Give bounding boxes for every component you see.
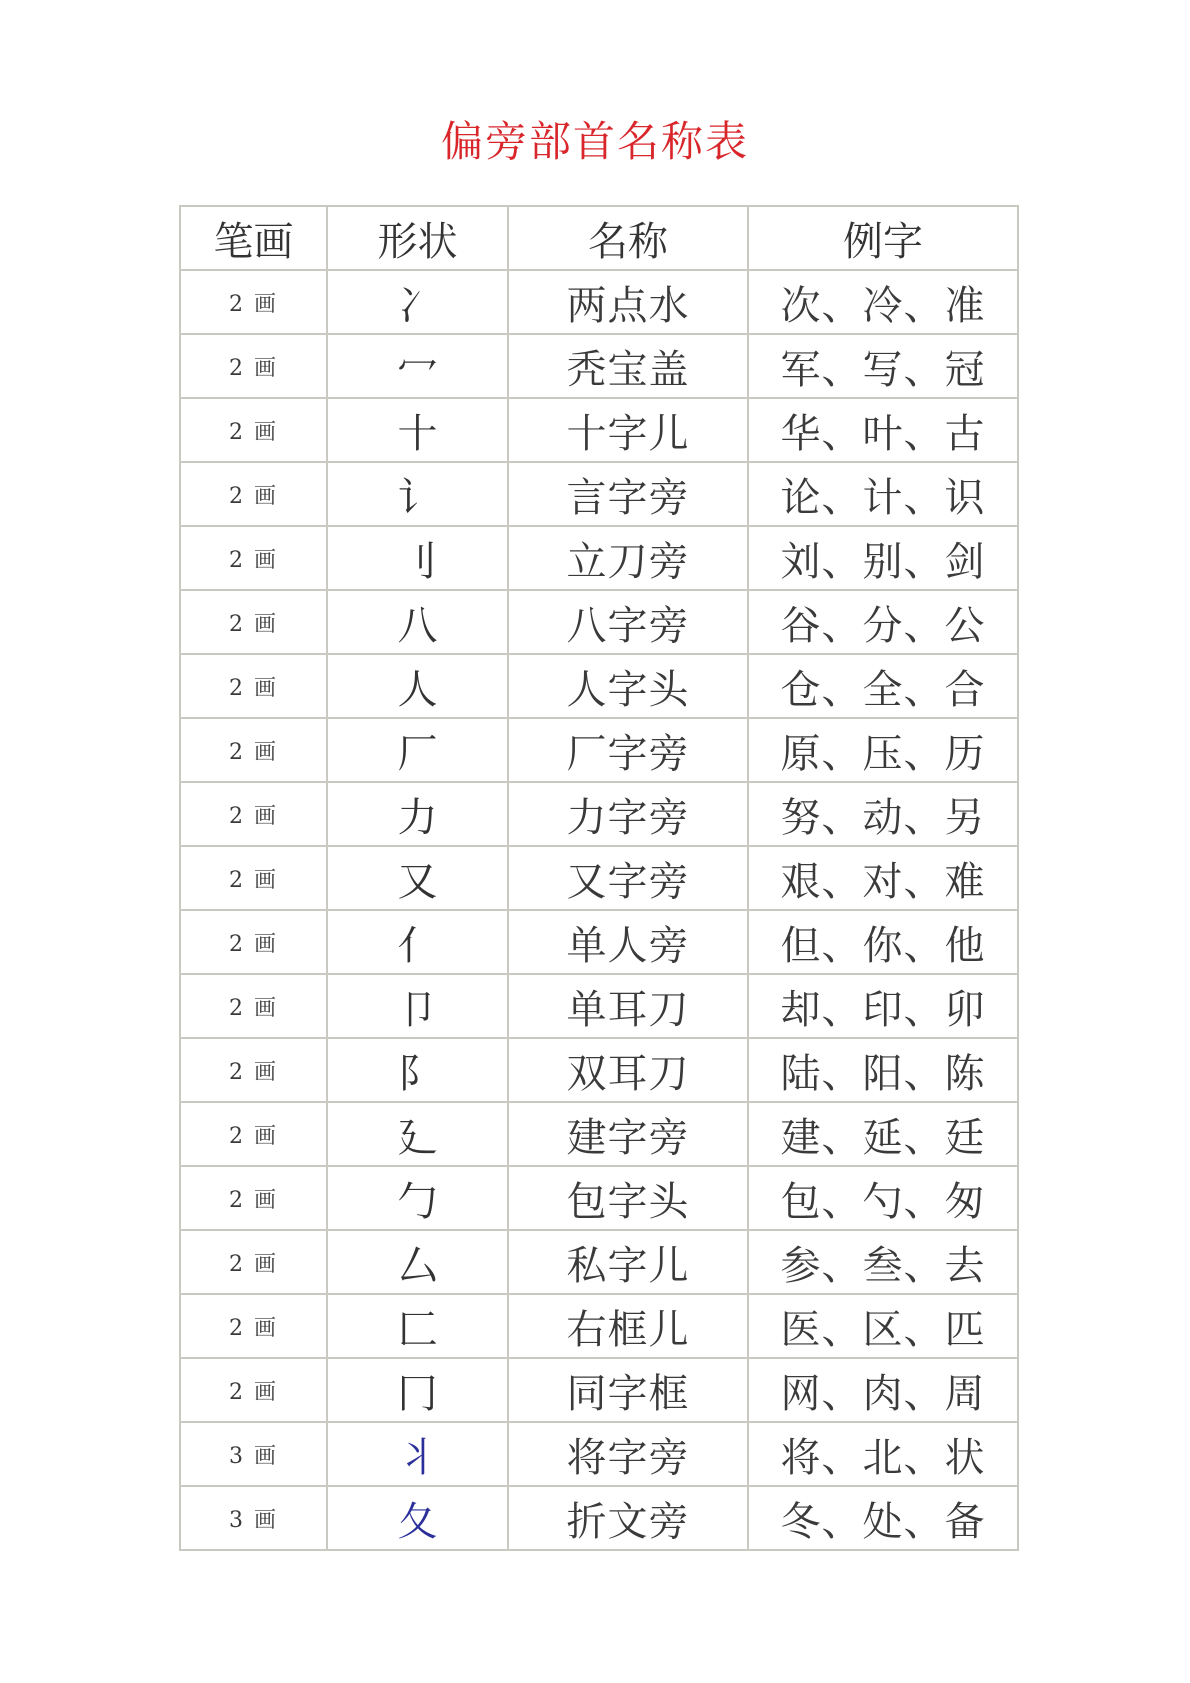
cell-shape: 八 xyxy=(327,590,508,654)
cell-radical-name: 将字旁 xyxy=(508,1422,748,1486)
cell-shape: 十 xyxy=(327,398,508,462)
cell-examples: 军、写、冠 xyxy=(748,334,1018,398)
table-header-row xyxy=(180,206,1018,270)
table-row xyxy=(180,1422,1018,1486)
cell-shape: 冫 xyxy=(327,270,508,334)
table-body xyxy=(180,270,1018,1550)
cell-examples: 网、肉、周 xyxy=(748,1358,1018,1422)
cell-radical-name: 秃宝盖 xyxy=(508,334,748,398)
cell-shape: 匚 xyxy=(327,1294,508,1358)
document-title: 偏旁部首名称表 xyxy=(440,117,749,166)
cell-examples: 原、压、历 xyxy=(748,718,1018,782)
table-row xyxy=(180,334,1018,398)
radical-names-table xyxy=(179,205,1019,1551)
cell-radical-name: 力字旁 xyxy=(508,782,748,846)
cell-shape: 勹 xyxy=(327,1166,508,1230)
header-shape: 形状 xyxy=(327,206,508,270)
cell-strokes: 2 画 xyxy=(180,718,327,782)
table-row xyxy=(180,462,1018,526)
cell-shape: 厂 xyxy=(327,718,508,782)
cell-shape: 厶 xyxy=(327,1230,508,1294)
cell-shape: 卩 xyxy=(327,974,508,1038)
header-examples: 例字 xyxy=(748,206,1018,270)
cell-radical-name: 言字旁 xyxy=(508,462,748,526)
cell-examples: 医、区、匹 xyxy=(748,1294,1018,1358)
cell-strokes: 2 画 xyxy=(180,1294,327,1358)
cell-shape: 阝 xyxy=(327,1038,508,1102)
cell-strokes: 2 画 xyxy=(180,398,327,462)
cell-shape: 冂 xyxy=(327,1358,508,1422)
cell-radical-name: 包字头 xyxy=(508,1166,748,1230)
cell-strokes: 2 画 xyxy=(180,270,327,334)
cell-shape: 讠 xyxy=(327,462,508,526)
cell-strokes: 2 画 xyxy=(180,1358,327,1422)
cell-strokes: 2 画 xyxy=(180,590,327,654)
table-row xyxy=(180,782,1018,846)
cell-radical-name: 右框儿 xyxy=(508,1294,748,1358)
table-row xyxy=(180,974,1018,1038)
cell-shape: 夂 xyxy=(327,1486,508,1550)
table-row xyxy=(180,398,1018,462)
table-row xyxy=(180,846,1018,910)
cell-radical-name: 立刀旁 xyxy=(508,526,748,590)
cell-examples: 努、动、另 xyxy=(748,782,1018,846)
table-row xyxy=(180,1486,1018,1550)
cell-examples: 陆、阳、陈 xyxy=(748,1038,1018,1102)
table-row xyxy=(180,910,1018,974)
cell-radical-name: 厂字旁 xyxy=(508,718,748,782)
cell-radical-name: 建字旁 xyxy=(508,1102,748,1166)
cell-radical-name: 单人旁 xyxy=(508,910,748,974)
cell-strokes: 2 画 xyxy=(180,974,327,1038)
table-row xyxy=(180,654,1018,718)
cell-strokes: 2 画 xyxy=(180,526,327,590)
cell-radical-name: 人字头 xyxy=(508,654,748,718)
cell-strokes: 2 画 xyxy=(180,462,327,526)
table-row xyxy=(180,1358,1018,1422)
cell-shape: 廴 xyxy=(327,1102,508,1166)
cell-strokes: 2 画 xyxy=(180,1102,327,1166)
cell-examples: 建、延、廷 xyxy=(748,1102,1018,1166)
table-row xyxy=(180,590,1018,654)
cell-strokes: 2 画 xyxy=(180,1038,327,1102)
cell-examples: 包、勺、匆 xyxy=(748,1166,1018,1230)
cell-shape: 刂 xyxy=(327,526,508,590)
cell-examples: 艰、对、难 xyxy=(748,846,1018,910)
cell-examples: 刘、别、剑 xyxy=(748,526,1018,590)
cell-radical-name: 又字旁 xyxy=(508,846,748,910)
cell-strokes: 2 画 xyxy=(180,1166,327,1230)
header-strokes: 笔画 xyxy=(180,206,327,270)
table-row xyxy=(180,1038,1018,1102)
cell-radical-name: 单耳刀 xyxy=(508,974,748,1038)
cell-shape: 亻 xyxy=(327,910,508,974)
header-name: 名称 xyxy=(508,206,748,270)
cell-strokes: 2 画 xyxy=(180,654,327,718)
cell-radical-name: 私字儿 xyxy=(508,1230,748,1294)
cell-strokes: 2 画 xyxy=(180,846,327,910)
cell-shape: 人 xyxy=(327,654,508,718)
table-row xyxy=(180,718,1018,782)
cell-shape: 又 xyxy=(327,846,508,910)
cell-radical-name: 两点水 xyxy=(508,270,748,334)
cell-strokes: 2 画 xyxy=(180,334,327,398)
cell-strokes: 3 画 xyxy=(180,1486,327,1550)
cell-strokes: 2 画 xyxy=(180,1230,327,1294)
cell-strokes: 2 画 xyxy=(180,910,327,974)
table-row xyxy=(180,1230,1018,1294)
table-row xyxy=(180,1294,1018,1358)
cell-examples: 谷、分、公 xyxy=(748,590,1018,654)
cell-examples: 参、叁、去 xyxy=(748,1230,1018,1294)
cell-strokes: 2 画 xyxy=(180,782,327,846)
table-row xyxy=(180,1102,1018,1166)
table-row xyxy=(180,270,1018,334)
cell-radical-name: 双耳刀 xyxy=(508,1038,748,1102)
cell-examples: 将、北、状 xyxy=(748,1422,1018,1486)
cell-examples: 冬、处、备 xyxy=(748,1486,1018,1550)
cell-examples: 仓、全、合 xyxy=(748,654,1018,718)
cell-examples: 次、冷、准 xyxy=(748,270,1018,334)
cell-shape: 力 xyxy=(327,782,508,846)
cell-examples: 论、计、识 xyxy=(748,462,1018,526)
cell-radical-name: 同字框 xyxy=(508,1358,748,1422)
cell-examples: 华、叶、古 xyxy=(748,398,1018,462)
cell-examples: 但、你、他 xyxy=(748,910,1018,974)
table-row xyxy=(180,526,1018,590)
cell-shape: 丬 xyxy=(327,1422,508,1486)
cell-radical-name: 折文旁 xyxy=(508,1486,748,1550)
cell-strokes: 3 画 xyxy=(180,1422,327,1486)
cell-radical-name: 八字旁 xyxy=(508,590,748,654)
cell-examples: 却、印、卯 xyxy=(748,974,1018,1038)
cell-shape: 冖 xyxy=(327,334,508,398)
cell-radical-name: 十字儿 xyxy=(508,398,748,462)
table-row xyxy=(180,1166,1018,1230)
